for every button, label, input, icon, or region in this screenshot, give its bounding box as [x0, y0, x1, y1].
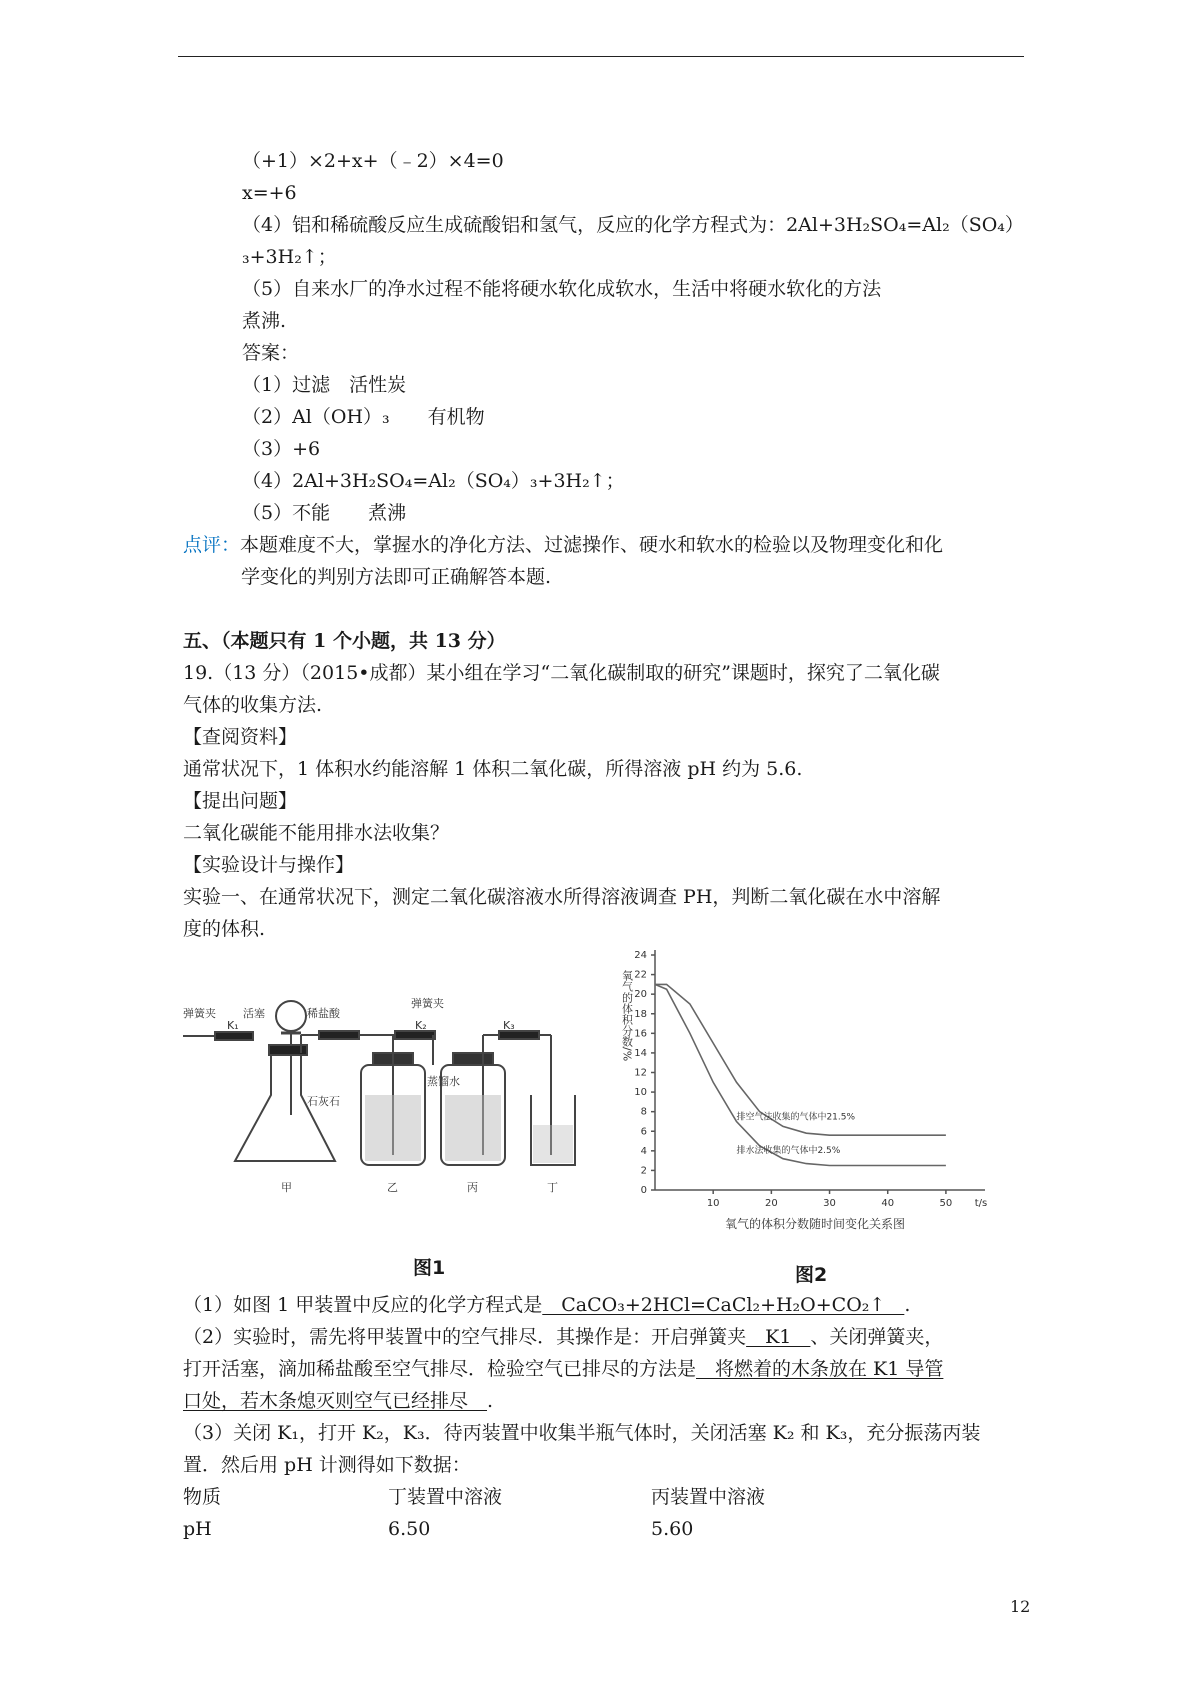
question-1	[183, 1291, 910, 1319]
figure1-apparatus	[183, 965, 603, 1205]
q1-text: （1）如图 1 甲装置中反应的化学方程式是	[183, 1294, 543, 1316]
y-tick-label: 2	[640, 1165, 647, 1177]
x-tick-label: 50	[939, 1198, 953, 1209]
label-marble: 石灰石	[307, 1095, 340, 1108]
answer-heading: 答案：	[242, 342, 300, 364]
y-tick-label: 24	[634, 950, 647, 961]
text-line: 实验一、在通常状况下，测定二氧化碳溶液水所得溶液调查 PH，判断二氧化碳在水中溶解	[183, 886, 941, 908]
question-3-line2: 置．然后用 pH 计测得如下数据：	[183, 1454, 471, 1476]
funnel-bulb	[276, 1001, 306, 1031]
y-tick-label: 12	[634, 1067, 647, 1079]
question-2-line3	[183, 1387, 493, 1415]
lower-series-label: 排水法收集的气体中2.5%	[736, 1145, 841, 1156]
comment-text: 本题难度不大，掌握水的净化方法、过滤操作、硬水和软水的检验以及物理变化和化	[240, 534, 944, 556]
rubber-tube	[215, 1032, 253, 1040]
y-tick-label: 22	[634, 969, 647, 981]
answer-line: （1）过滤 活性炭	[242, 374, 407, 396]
label-k3: K₃	[503, 1019, 515, 1032]
y-tick-label: 16	[634, 1028, 647, 1040]
question-line: 19.（13 分）（2015•成都）某小组在学习“二氧化碳制取的研究”课题时，探究了二氧化碳	[183, 662, 940, 684]
question-2	[183, 1323, 943, 1351]
text-line: （4）铝和稀硫酸反应生成硫酸铝和氢气，反应的化学方程式为：2Al+3H₂SO₄=Al₂（SO₄）	[242, 214, 1024, 236]
y-tick-label: 20	[634, 989, 647, 1001]
table-cell: 6.50	[388, 1518, 431, 1540]
x-tick-label: 30	[823, 1198, 836, 1209]
y-tick-label: 8	[640, 1106, 647, 1118]
y-tick-label: 14	[634, 1047, 647, 1059]
q2-suffix: .	[487, 1390, 494, 1412]
figure1-caption: 图1	[413, 1257, 446, 1279]
label-k2: K₂	[415, 1019, 427, 1032]
figure2-caption: 图2	[795, 1264, 828, 1286]
x-tick-label: 40	[881, 1198, 895, 1209]
label-water: 蒸馏水	[427, 1075, 460, 1088]
table-cell: pH	[183, 1518, 212, 1540]
section-title: 五、（本题只有 1 个小题，共 13 分）	[183, 630, 506, 652]
label-acid: 稀盐酸	[307, 1007, 340, 1020]
y-tick-label: 18	[634, 1008, 647, 1020]
text-line: ₃+3H₂↑；	[242, 246, 337, 268]
label-clamp2: 弹簧夹	[411, 997, 444, 1010]
y-tick-label: 0	[640, 1185, 647, 1196]
q2-text2: 打开活塞，滴加稀盐酸至空气排尽．检验空气已排尽的方法是	[183, 1358, 697, 1380]
table-header: 物质	[183, 1486, 222, 1508]
q1-answer: CaCO₃+2HCl=CaCl₂+H₂O+CO₂↑	[542, 1294, 905, 1316]
page-number: 12	[1010, 1597, 1031, 1616]
x-tick-label: 10	[706, 1198, 720, 1209]
comment-line	[183, 531, 943, 559]
q2-answer2b: 口处，若木条熄灭则空气已经排尽	[183, 1390, 488, 1412]
subheading: 【提出问题】	[183, 790, 298, 812]
text-line: 二氧化碳能不能用排水法收集？	[183, 822, 450, 844]
y-tick-label: 6	[640, 1126, 647, 1138]
y-tick-label: 10	[634, 1087, 647, 1099]
subheading: 【查阅资料】	[183, 726, 298, 748]
text-line: x=+6	[242, 182, 297, 204]
text-line: 煮沸.	[242, 310, 287, 332]
label-bing: 丙	[467, 1181, 478, 1194]
answer-line: （2）Al（OH）₃ 有机物	[242, 406, 485, 428]
text-line: 度的体积.	[183, 918, 266, 940]
table-cell: 5.60	[651, 1518, 694, 1540]
label-ding: 丁	[547, 1181, 558, 1194]
upper-series-label: 排空气法收集的气体中21.5%	[736, 1112, 856, 1123]
x-unit-label: t/s	[974, 1198, 988, 1209]
y-axis-label: 氧气的体积分数/%	[620, 970, 634, 1062]
label-stopcock: 活塞	[243, 1007, 265, 1020]
subheading: 【实验设计与操作】	[183, 854, 355, 876]
question-line: 气体的收集方法.	[183, 694, 323, 716]
q2-mid: 、关闭弹簧夹，	[810, 1326, 944, 1348]
x-tick-label: 20	[764, 1198, 778, 1209]
question-2-line2	[183, 1355, 943, 1383]
answer-line: （5）不能 煮沸	[242, 502, 407, 524]
label-jia: 甲	[281, 1181, 292, 1194]
series-line-lower	[655, 984, 946, 1165]
q2-text: （2）实验时，需先将甲装置中的空气排尽．其操作是：开启弹簧夹	[183, 1326, 747, 1348]
text-line: （+1）×2+x+（﹣2）×4=0	[242, 150, 504, 172]
q1-suffix: .	[904, 1294, 911, 1316]
label-yi: 乙	[387, 1181, 398, 1194]
q2-answer2a: 将燃着的木条放在 K1 导管	[696, 1358, 944, 1380]
table-header: 丙装置中溶液	[651, 1486, 766, 1508]
answer-line: （4）2Al+3H₂SO₄=Al₂（SO₄）₃+3H₂↑；	[242, 470, 625, 492]
y-tick-label: 4	[640, 1145, 647, 1157]
text-line: 通常状况下，1 体积水约能溶解 1 体积二氧化碳，所得溶液 pH 约为 5.6.	[183, 758, 803, 780]
header-rule	[178, 56, 1024, 57]
answer-line: （3）+6	[242, 438, 321, 460]
comment-label: 点评：	[183, 534, 241, 556]
q2-answer1: K1	[746, 1326, 811, 1348]
x-axis-label: 氧气的体积分数随时间变化关系图	[724, 1217, 906, 1231]
text-line: （5）自来水厂的净水过程不能将硬水软化成软水，生活中将硬水软化的方法	[242, 278, 882, 300]
label-k1: K₁	[227, 1019, 239, 1032]
label-clamp: 弹簧夹	[183, 1007, 216, 1020]
question-3: （3）关闭 K₁，打开 K₂，K₃．待丙装置中收集半瓶气体时，关闭活塞 K₂ 和 K₃，充分振荡丙装	[183, 1422, 981, 1444]
table-header: 丁装置中溶液	[388, 1486, 503, 1508]
figure2-chart	[615, 940, 1005, 1240]
comment-line: 学变化的判别方法即可正确解答本题.	[241, 566, 552, 588]
